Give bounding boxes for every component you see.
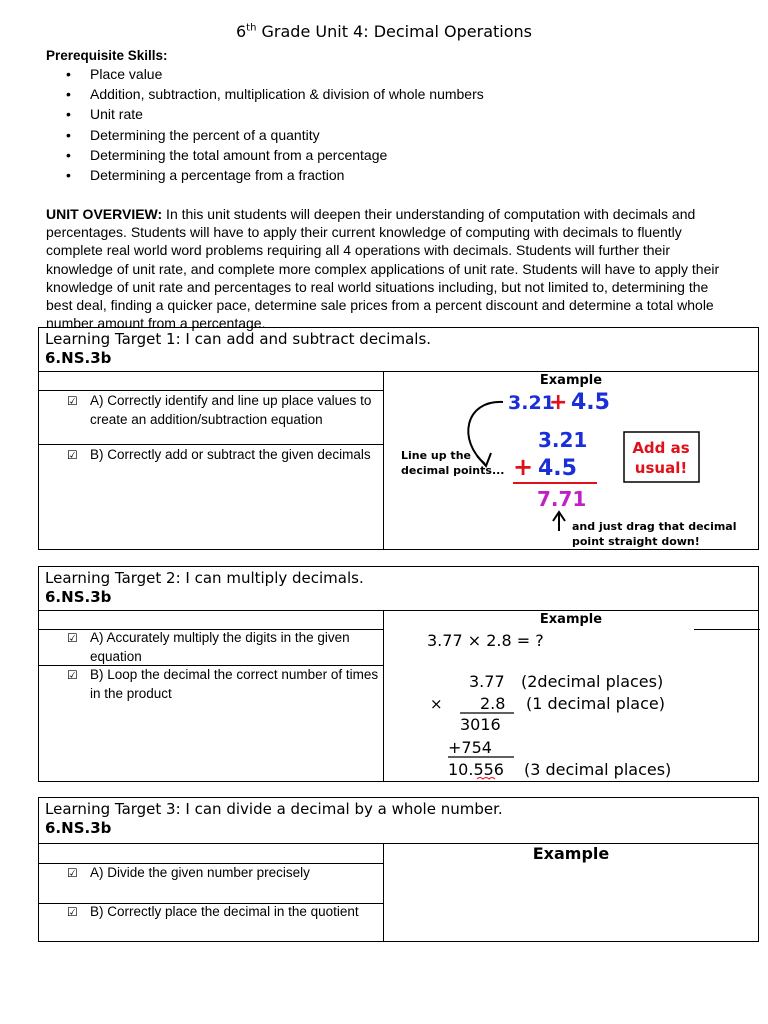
overview-label: UNIT OVERVIEW: <box>46 206 163 222</box>
prerequisite-heading: Prerequisite Skills: <box>46 48 168 63</box>
note-line-up-1: Line up the <box>401 449 471 462</box>
list-item: • Addition, subtraction, multiplication & division of whole numbers <box>46 84 484 104</box>
divider <box>39 444 384 445</box>
target-standard: 6.NS.3b <box>45 588 112 606</box>
example-top-b: 4.5 <box>571 390 610 415</box>
factor-2: 2.8 <box>480 694 506 713</box>
prerequisite-list <box>46 64 484 185</box>
example-plus: + <box>513 453 534 481</box>
divider <box>39 390 384 391</box>
example-top-plus: + <box>549 390 568 415</box>
criterion-b: ☑ B) Correctly add or subtract the given decimals <box>39 446 384 465</box>
multiplication-example-figure <box>385 629 758 781</box>
example-header: Example <box>539 612 603 627</box>
list-item: • Determining the total amount from a percentage <box>46 145 484 165</box>
example-top-a: 3.21 <box>508 392 555 414</box>
checkbox-checked-icon[interactable]: ☑ <box>67 668 78 682</box>
example-header: Example <box>532 844 610 863</box>
criterion-a: ☑ A) Divide the given number precisely <box>39 864 384 883</box>
criterion-a: ☑ A) Accurately multiply the digits in the given equation <box>67 630 350 664</box>
target-title: Learning Target 3: I can divide a decimal by a whole number. <box>45 800 503 818</box>
target-title: Learning Target 2: I can multiply decimals. <box>45 569 364 587</box>
list-item: • Place value <box>46 64 484 84</box>
example-question: 3.77 × 2.8 = ? <box>427 631 544 650</box>
learning-target-3 <box>38 797 759 942</box>
checkbox-checked-icon[interactable]: ☑ <box>67 905 78 919</box>
note-drag-1: and just drag that decimal <box>572 520 737 533</box>
partial-product-2: +754 <box>448 738 492 757</box>
list-item: • Unit rate <box>46 104 484 124</box>
criteria-column <box>39 844 384 941</box>
example-result: 7.71 <box>537 487 587 511</box>
factor-1-note: (2decimal places) <box>521 672 664 691</box>
overview-text: In this unit students will deepen their understanding of computation with decimals and percentages. Students will have to apply their current knowledge of computing with decimals to fluently complete real world word problems requiring all 4 operations with decimals. Students will further their knowledge of unit rate, and complete more complex applications of unit rate. Students will have to apply their knowledge of unit rate and percentages to real world situations including, but not limited to, determining the best deal, finding a quicker pace, determine sale prices from a percent discount and determine a total whole number amount from a percentage. <box>46 206 720 332</box>
target-header <box>39 798 758 844</box>
checkbox-checked-icon[interactable]: ☑ <box>67 631 78 645</box>
target-title: Learning Target 1: I can add and subtract decimals. <box>45 330 432 348</box>
note-drag-2: point straight down! <box>572 535 700 548</box>
unit-overview <box>46 205 726 332</box>
learning-target-1 <box>38 327 759 550</box>
criterion-b: ☑ B) Loop the decimal the correct number of times in the product <box>67 667 379 701</box>
target-header <box>39 328 758 372</box>
factor-2-note: (1 decimal place) <box>526 694 665 713</box>
page-title: 6th Grade Unit 4: Decimal Operations <box>235 22 532 41</box>
criterion-a: ☑ A) Correctly identify and line up place values to create an addition/subtraction equation <box>67 393 372 427</box>
target-standard: 6.NS.3b <box>45 819 112 837</box>
example-header: Example <box>539 373 603 388</box>
example-row1: 3.21 <box>538 428 588 452</box>
product-answer: 10.556 <box>448 760 504 779</box>
factor-1: 3.77 <box>469 672 505 691</box>
list-item: • Determining a percentage from a fraction <box>46 165 484 185</box>
curved-arrow-icon <box>468 402 503 464</box>
note-line-up-2: decimal points... <box>401 464 505 477</box>
learning-target-2 <box>38 566 759 782</box>
checkbox-checked-icon[interactable]: ☑ <box>67 448 78 462</box>
checkbox-checked-icon[interactable]: ☑ <box>67 394 78 408</box>
checkbox-checked-icon[interactable]: ☑ <box>67 866 78 880</box>
criterion-b: ☑ B) Correctly place the decimal in the quotient <box>39 903 384 922</box>
box-text-2: usual! <box>634 459 688 477</box>
partial-product-1: 3016 <box>460 715 501 734</box>
box-text-1: Add as <box>632 439 690 457</box>
example-row2: 4.5 <box>538 456 577 481</box>
target-standard: 6.NS.3b <box>45 349 112 367</box>
times-sign: × <box>430 695 443 713</box>
list-item: • Determining the percent of a quantity <box>46 125 484 145</box>
answer-note: (3 decimal places) <box>524 760 672 779</box>
addition-example-figure <box>385 390 758 549</box>
target-header <box>39 567 758 611</box>
